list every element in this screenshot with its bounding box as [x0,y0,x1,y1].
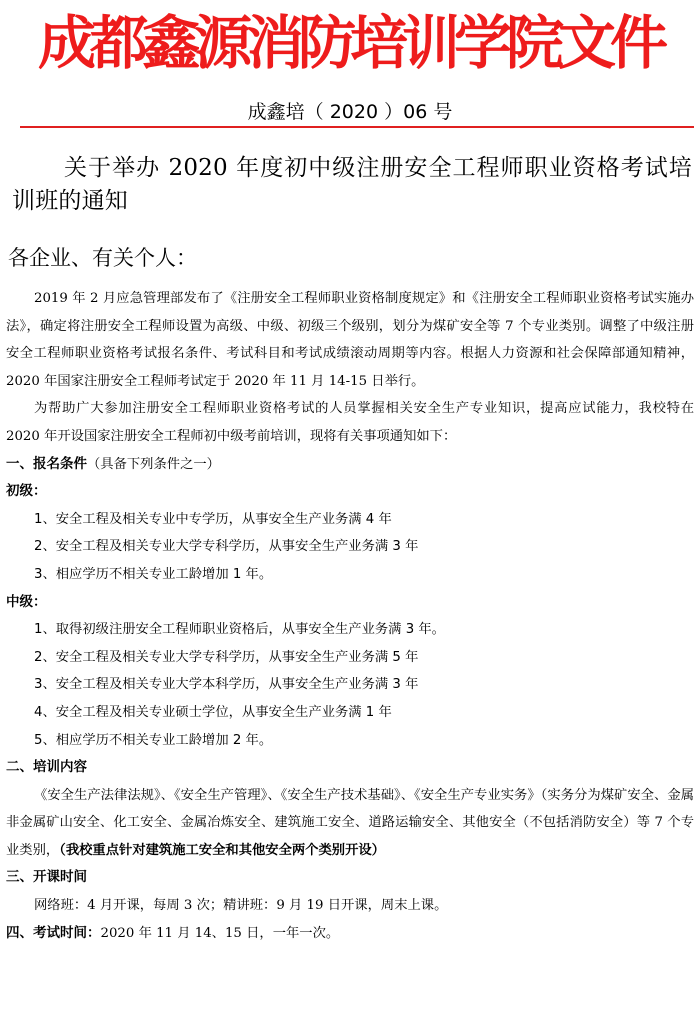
junior-level-label: 初级： [6,483,47,500]
org-masthead-title: 成都鑫源消防培训学院文件 [37,9,662,77]
section-2-bold-note: （我校重点针对建筑施工安全和其他安全两个类别开设） [59,842,385,858]
intro-paragraph-2: 为帮助广大参加注册安全工程师职业资格考试的人员掌握相关安全生产专业知识，提高应试能力，我校特在 2020 年开设国家注册安全工程师初中级考前培训，现将有关事项通知如下： [6,401,694,444]
section-4-text: 2020 年 11 月 14、15 日，一年一次。 [100,925,340,941]
list-item: 5、相应学历不相关专业工龄增加 2 年。 [34,732,273,748]
list-item: 2、安全工程及相关专业大学专科学历，从事安全生产业务满 5 年 [34,649,419,665]
list-item: 3、相应学历不相关专业工龄增加 1 年。 [34,566,273,582]
red-divider-rule [20,126,694,128]
salutation: 各企业、有关个人： [8,246,197,270]
section-1-heading: 一、报名条件 [6,455,87,472]
section-4-line [6,920,694,948]
list-item: 4、安全工程及相关专业硕士学位，从事安全生产业务满 1 年 [34,704,392,720]
section-2-heading: 二、培训内容 [6,759,87,776]
notice-body [6,285,694,947]
notice-title: 关于举办 2020 年度初中级注册安全工程师职业资格考试培训班的通知 [12,155,692,214]
list-item: 1、安全工程及相关专业中专学历，从事安全生产业务满 4 年 [34,511,392,527]
section-3-text: 网络班：4 月开课，每周 3 次；精讲班：9 月 19 日开课，周末上课。 [34,898,448,914]
list-item: 1、取得初级注册安全工程师职业资格后，从事安全生产业务满 3 年。 [34,622,445,638]
intro-paragraph-1: 2019 年 2 月应急管理部发布了《注册安全工程师职业资格制度规定》和《注册安全工程师职业资格考试实施办法》，确定将注册安全工程师设置为高级、中级、初级三个级别，划分为煤矿安全等 7 个专业类别。调整了中级注册安全工程师职业资格考试报名条件、考试科目和考试成绩滚动周期等内容。根据人力资源和社会保障部通知精神，2020 年国家注册安全工程师考试定于 2020 年 11 月 14-15 日举行。 [6,291,694,389]
section-2-paragraph [6,782,694,865]
document-number: 成鑫培（ 2020 ）06 号 [247,101,453,123]
list-item: 3、安全工程及相关专业大学本科学历，从事安全生产业务满 3 年 [34,677,419,693]
section-1-heading-line [6,451,694,479]
section-1-note: （具备下列条件之一） [87,456,220,472]
list-item: 2、安全工程及相关专业大学专科学历，从事安全生产业务满 3 年 [34,539,419,555]
section-4-heading: 四、考试时间： [6,924,101,941]
section-2-text: 《安全生产法律法规》、《安全生产管理》、《安全生产技术基础》、《安全生产专业实务》（实务分为煤矿安全、金属非金属矿山安全、化工安全、金属冶炼安全、建筑施工安全、道路运输安全、其他安全（不包括消防安全）等 7 个专业类别， [6,787,694,858]
intermediate-level-label: 中级： [6,593,47,610]
section-3-heading: 三、开课时间 [6,869,87,886]
